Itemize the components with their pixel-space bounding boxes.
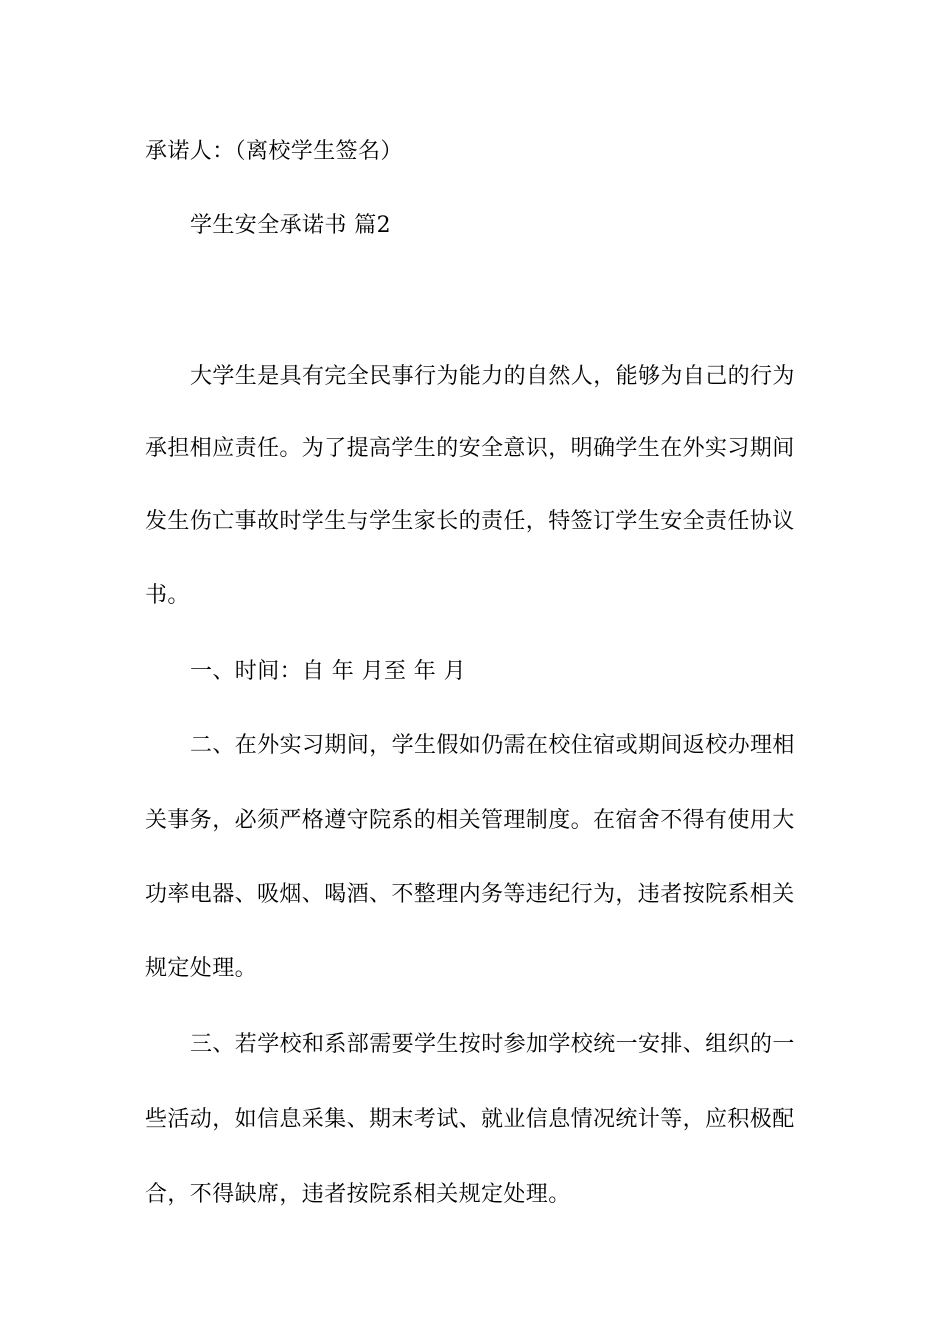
paragraph-intro-line: 承担相应责任。为了提高学生的安全意识，明确学生在外实习期间: [145, 436, 795, 461]
item-2-line: 二、在外实习期间，学生假如仍需在校住宿或期间返校办理相: [190, 733, 795, 758]
paragraph-intro-line: 发生伤亡事故时学生与学生家长的责任，特签订学生安全责任协议: [145, 509, 795, 534]
item-2-line: 规定处理。: [145, 956, 258, 981]
item-3-line: 三、若学校和系部需要学生按时参加学校统一安排、组织的一: [190, 1032, 795, 1057]
item-2-line: 关事务，必须严格遵守院系的相关管理制度。在宿舍不得有使用大: [145, 808, 795, 833]
paragraph-intro-line: 大学生是具有完全民事行为能力的自然人，能够为自己的行为: [190, 364, 795, 389]
section-title: 学生安全承诺书 篇2: [190, 213, 391, 238]
signature-line: 承诺人：（离校学生签名）: [145, 139, 403, 164]
paragraph-intro-line: 书。: [145, 583, 190, 608]
item-time: 一、时间：自 年 月至 年 月: [190, 659, 466, 684]
item-3-line: 合，不得缺席，违者按院系相关规定处理。: [145, 1182, 571, 1207]
item-2-line: 功率电器、吸烟、喝酒、不整理内务等违纪行为，违者按院系相关: [145, 882, 795, 907]
item-3-line: 些活动，如信息采集、期末考试、就业信息情况统计等，应积极配: [145, 1107, 795, 1132]
